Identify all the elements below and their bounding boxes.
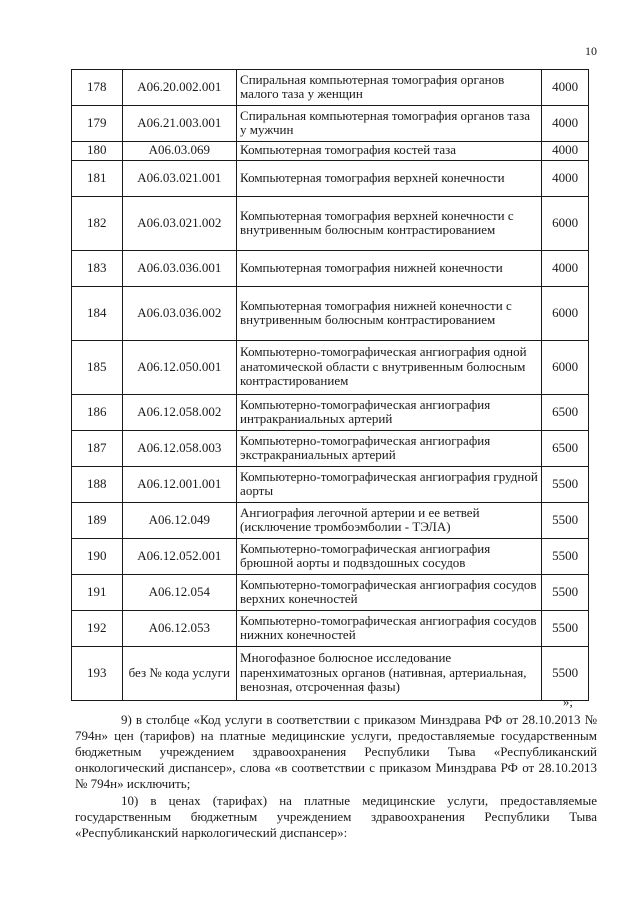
- service-code: A06.12.054: [122, 575, 237, 611]
- service-name: Многофазное болюсное исследование паренхиматозных органов (нативная, артериальная, венозная, отсроченная фазы): [237, 647, 542, 701]
- service-name: Компьютерно-томографическая ангиография сосудов верхних конечностей: [237, 575, 542, 611]
- row-number: 186: [72, 395, 123, 431]
- service-code: A06.03.069: [122, 142, 237, 161]
- service-price: 6000: [542, 341, 589, 395]
- table-row: [72, 161, 589, 197]
- service-code: A06.03.036.001: [122, 251, 237, 287]
- service-name: Компьютерно-томографическая ангиография грудной аорты: [237, 467, 542, 503]
- service-name: Компьютерно-томографическая ангиография одной анатомической области с внутривенным болюсным контрастированием: [237, 341, 542, 395]
- table-row: [72, 251, 589, 287]
- service-price: 6000: [542, 287, 589, 341]
- row-number: 183: [72, 251, 123, 287]
- service-price: 5500: [542, 503, 589, 539]
- row-number: 181: [72, 161, 123, 197]
- service-name: Ангиография легочной артерии и ее ветвей (исключение тромбоэмболии - ТЭЛА): [237, 503, 542, 539]
- row-number: 179: [72, 106, 123, 142]
- row-number: 191: [72, 575, 123, 611]
- service-price: 5500: [542, 467, 589, 503]
- service-price: 4000: [542, 251, 589, 287]
- service-price: 4000: [542, 142, 589, 161]
- table-row: [72, 142, 589, 161]
- closing-quote: »;: [562, 694, 573, 709]
- service-name: Компьютерно-томографическая ангиография интракраниальных артерий: [237, 395, 542, 431]
- service-name: Компьютерная томография костей таза: [237, 142, 542, 161]
- amendment-paragraph-9: 9) в столбце «Код услуги в соответствии с приказом Минздрава РФ от 28.10.2013 № 794н» цен (тарифов) на платные медицинские услуги, предоставляемые государственным бюджетным учреждением здравоохранения Республики Тыва «Республиканский онкологический диспансер», слова «в соответствии с приказом Минздрава РФ от 28.10.2013 № 794н» исключить;: [75, 712, 597, 791]
- row-number: 192: [72, 611, 123, 647]
- service-name: Спиральная компьютерная томография органов малого таза у женщин: [237, 70, 542, 106]
- service-price: 5500: [542, 647, 589, 701]
- service-code: A06.12.052.001: [122, 539, 237, 575]
- row-number: 193: [72, 647, 123, 701]
- row-number: 185: [72, 341, 123, 395]
- service-code: A06.20.002.001: [122, 70, 237, 106]
- price-table: [71, 69, 589, 701]
- service-name: Компьютерно-томографическая ангиография брюшной аорты и подвздошных сосудов: [237, 539, 542, 575]
- service-name: Компьютерная томография верхней конечности с внутривенным болюсным контрастированием: [237, 197, 542, 251]
- service-code: A06.12.058.003: [122, 431, 237, 467]
- table-row: [72, 341, 589, 395]
- row-number: 190: [72, 539, 123, 575]
- row-number: 184: [72, 287, 123, 341]
- service-name: Спиральная компьютерная томография органов таза у мужчин: [237, 106, 542, 142]
- service-code: без № кода услуги: [122, 647, 237, 701]
- table-row: [72, 575, 589, 611]
- service-name: Компьютерная томография нижней конечности: [237, 251, 542, 287]
- service-code: A06.03.021.002: [122, 197, 237, 251]
- table-row: [72, 647, 589, 701]
- service-code: A06.12.050.001: [122, 341, 237, 395]
- service-price: 4000: [542, 70, 589, 106]
- service-name: Компьютерно-томографическая ангиография экстракраниальных артерий: [237, 431, 542, 467]
- service-price: 5500: [542, 575, 589, 611]
- table-row: [72, 70, 589, 106]
- service-price: 6500: [542, 395, 589, 431]
- row-number: 178: [72, 70, 123, 106]
- row-number: 189: [72, 503, 123, 539]
- row-number: 188: [72, 467, 123, 503]
- row-number: 187: [72, 431, 123, 467]
- table-row: [72, 539, 589, 575]
- service-price: 6000: [542, 197, 589, 251]
- row-number: 182: [72, 197, 123, 251]
- service-price: 6500: [542, 431, 589, 467]
- service-code: A06.12.049: [122, 503, 237, 539]
- service-code: A06.12.001.001: [122, 467, 237, 503]
- service-code: A06.12.053: [122, 611, 237, 647]
- service-price: 5500: [542, 539, 589, 575]
- table-body: [72, 70, 589, 701]
- table-row: [72, 287, 589, 341]
- row-number: 180: [72, 142, 123, 161]
- table-row: [72, 611, 589, 647]
- page-number: 10: [585, 44, 597, 58]
- table-row: [72, 106, 589, 142]
- table-row: [72, 395, 589, 431]
- service-name: Компьютерная томография нижней конечности с внутривенным болюсным контрастированием: [237, 287, 542, 341]
- table-row: [72, 503, 589, 539]
- service-code: A06.03.021.001: [122, 161, 237, 197]
- table-row: [72, 431, 589, 467]
- service-price: 4000: [542, 161, 589, 197]
- table-row: [72, 467, 589, 503]
- table-row: [72, 197, 589, 251]
- service-name: Компьютерно-томографическая ангиография сосудов нижних конечностей: [237, 611, 542, 647]
- amendment-paragraph-10: 10) в ценах (тарифах) на платные медицинские услуги, предоставляемые государственным бюджетным учреждением здравоохранения Республики Тыва «Республиканский наркологический диспансер»:: [75, 793, 597, 840]
- service-code: A06.03.036.002: [122, 287, 237, 341]
- service-name: Компьютерная томография верхней конечности: [237, 161, 542, 197]
- service-price: 4000: [542, 106, 589, 142]
- service-code: A06.12.058.002: [122, 395, 237, 431]
- service-code: A06.21.003.001: [122, 106, 237, 142]
- service-price: 5500: [542, 611, 589, 647]
